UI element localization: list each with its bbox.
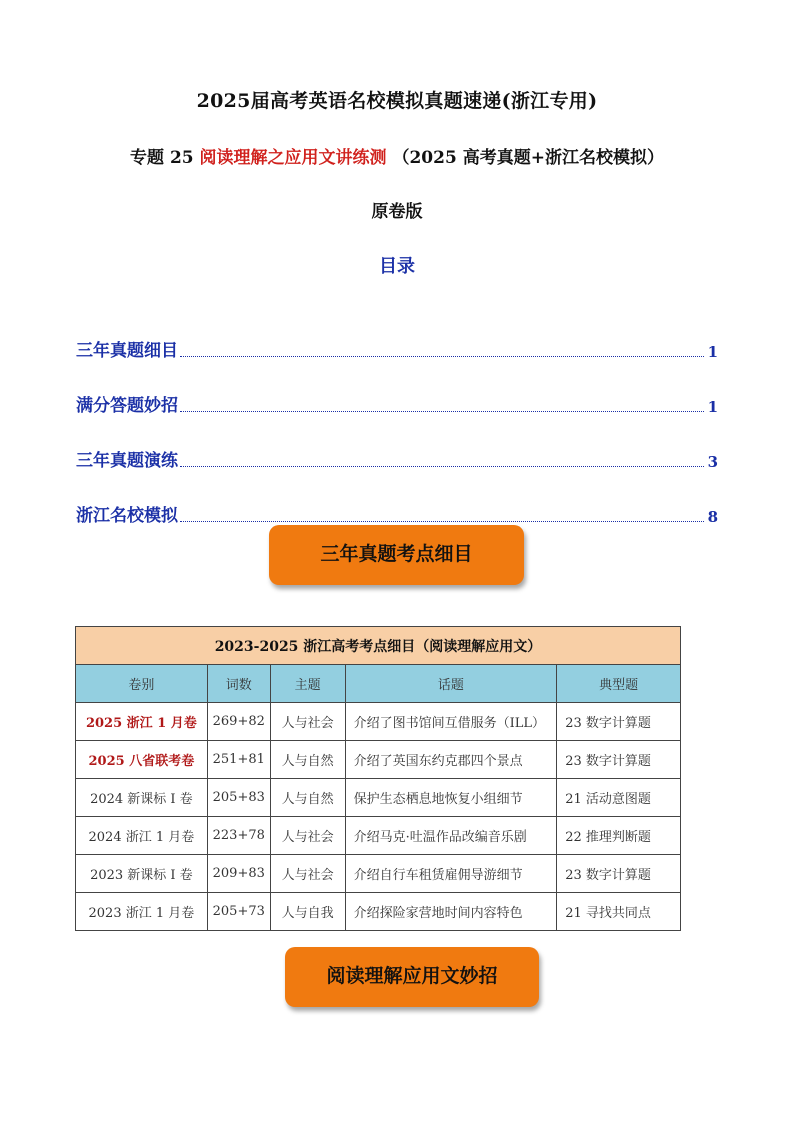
cell-topic: 介绍了英国东约克郡四个景点 <box>345 741 557 779</box>
cell-paper: 2023 浙江 1 月卷 <box>76 893 208 931</box>
column-header: 主题 <box>270 665 345 703</box>
subtitle-topic: 阅读理解之应用文讲练测 <box>199 148 387 168</box>
cell-theme: 人与社会 <box>270 855 345 893</box>
cell-paper: 2024 新课标 I 卷 <box>76 779 208 817</box>
toc-leader-dots <box>180 466 704 467</box>
toc-item[interactable] <box>76 361 718 416</box>
column-header: 词数 <box>207 665 270 703</box>
cell-theme: 人与自然 <box>270 779 345 817</box>
table-row <box>76 741 681 779</box>
cell-paper: 2025 浙江 1 月卷 <box>76 703 208 741</box>
column-header: 话题 <box>345 665 557 703</box>
table-row <box>76 817 681 855</box>
toc-item-page: 8 <box>707 508 718 526</box>
cell-question-type: 23 数字计算题 <box>557 703 681 741</box>
cell-paper: 2024 浙江 1 月卷 <box>76 817 208 855</box>
cell-word-count: 251+81 <box>207 741 270 779</box>
table-row <box>76 703 681 741</box>
cell-word-count: 209+83 <box>207 855 270 893</box>
toc-heading: 目录 <box>379 256 415 277</box>
table-of-contents <box>76 306 718 526</box>
cell-question-type: 22 推理判断题 <box>557 817 681 855</box>
cell-theme: 人与社会 <box>270 817 345 855</box>
table-caption-row <box>76 627 681 665</box>
cell-topic: 介绍自行车租赁雇佣导游细节 <box>345 855 557 893</box>
table-header-row <box>76 665 681 703</box>
table-row <box>76 893 681 931</box>
table-caption: 2023-2025 浙江高考考点细目（阅读理解应用文） <box>76 627 681 665</box>
edition-label: 原卷版 <box>371 202 423 222</box>
cell-paper: 2023 新课标 I 卷 <box>76 855 208 893</box>
cell-topic: 介绍了图书馆间互借服务（ILL） <box>345 703 557 741</box>
table-row <box>76 855 681 893</box>
cell-question-type: 21 寻找共同点 <box>557 893 681 931</box>
toc-item-page: 3 <box>707 453 718 471</box>
toc-item[interactable] <box>76 471 718 526</box>
document-subtitle <box>0 143 794 168</box>
subtitle-prefix: 专题 25 <box>130 148 194 168</box>
cell-topic: 保护生态栖息地恢复小组细节 <box>345 779 557 817</box>
document-title: 2025届高考英语名校模拟真题速递(浙江专用) <box>196 90 598 112</box>
toc-item-page: 1 <box>707 343 718 361</box>
cell-theme: 人与社会 <box>270 703 345 741</box>
cell-question-type: 23 数字计算题 <box>557 855 681 893</box>
cell-theme: 人与自然 <box>270 741 345 779</box>
cell-theme: 人与自我 <box>270 893 345 931</box>
exam-details-table <box>75 626 681 931</box>
cell-word-count: 223+78 <box>207 817 270 855</box>
cell-word-count: 205+73 <box>207 893 270 931</box>
toc-item[interactable] <box>76 306 718 361</box>
toc-item[interactable] <box>76 416 718 471</box>
toc-item-label: 三年真题演练 <box>76 451 178 471</box>
toc-leader-dots <box>180 521 704 522</box>
toc-leader-dots <box>180 411 704 412</box>
cell-question-type: 23 数字计算题 <box>557 741 681 779</box>
cell-paper: 2025 八省联考卷 <box>76 741 208 779</box>
cell-question-type: 21 活动意图题 <box>557 779 681 817</box>
subtitle-suffix: （2025 高考真题+浙江名校模拟） <box>392 148 664 168</box>
section-banner-exam-details: 三年真题考点细目 <box>269 525 524 585</box>
section-banner-tips: 阅读理解应用文妙招 <box>285 947 539 1007</box>
toc-item-label: 满分答题妙招 <box>76 396 178 416</box>
toc-item-page: 1 <box>707 398 718 416</box>
cell-topic: 介绍马克·吐温作品改编音乐剧 <box>345 817 557 855</box>
cell-topic: 介绍探险家营地时间内容特色 <box>345 893 557 931</box>
toc-leader-dots <box>180 356 704 357</box>
toc-item-label: 三年真题细目 <box>76 341 178 361</box>
table-row <box>76 779 681 817</box>
column-header: 卷别 <box>76 665 208 703</box>
column-header: 典型题 <box>557 665 681 703</box>
cell-word-count: 269+82 <box>207 703 270 741</box>
cell-word-count: 205+83 <box>207 779 270 817</box>
toc-item-label: 浙江名校模拟 <box>76 506 178 526</box>
